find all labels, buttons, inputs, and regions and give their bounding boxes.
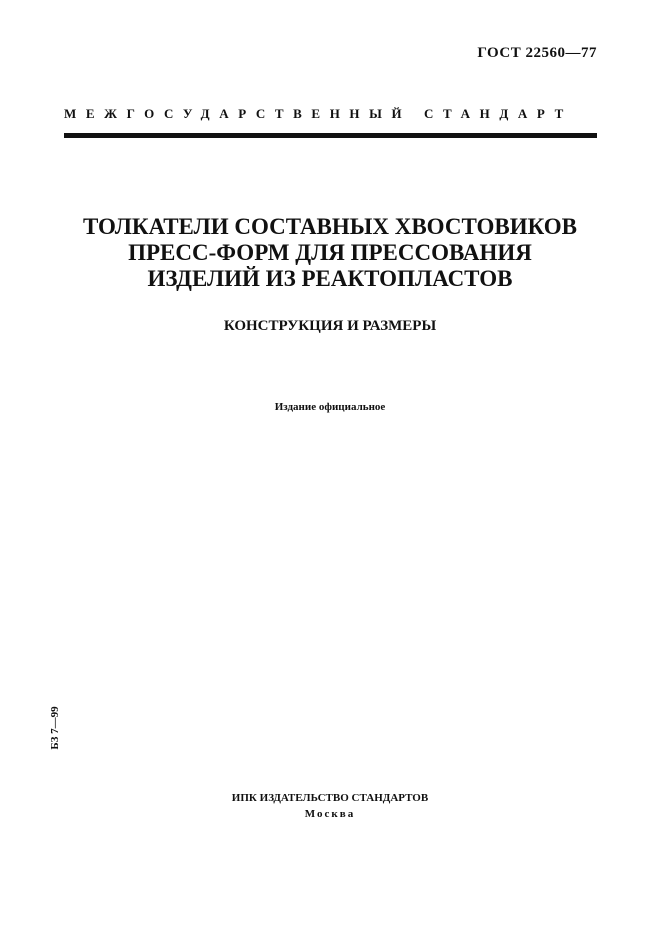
publisher-city: Москва <box>304 808 356 820</box>
side-code: БЗ 7—99 <box>49 706 61 750</box>
standard-type-heading: МЕЖГОСУДАРСТВЕННЫЙ СТАНДАРТ <box>64 106 573 121</box>
edition-note: Издание официальное <box>274 401 386 413</box>
document-subtitle: КОНСТРУКЦИЯ И РАЗМЕРЫ <box>223 318 437 334</box>
publisher-name: ИПК ИЗДАТЕЛЬСТВО СТАНДАРТОВ <box>231 792 429 804</box>
document-number: ГОСТ 22560—77 <box>477 45 597 61</box>
header-rule <box>64 133 597 138</box>
document-title <box>40 214 620 292</box>
title-line-3: ИЗДЕЛИЙ ИЗ РЕАКТОПЛАСТОВ <box>147 266 513 291</box>
title-line-2: ПРЕСС-ФОРМ ДЛЯ ПРЕССОВАНИЯ <box>128 240 532 265</box>
title-line-1: ТОЛКАТЕЛИ СОСТАВНЫХ ХВОСТОВИКОВ <box>83 214 577 239</box>
